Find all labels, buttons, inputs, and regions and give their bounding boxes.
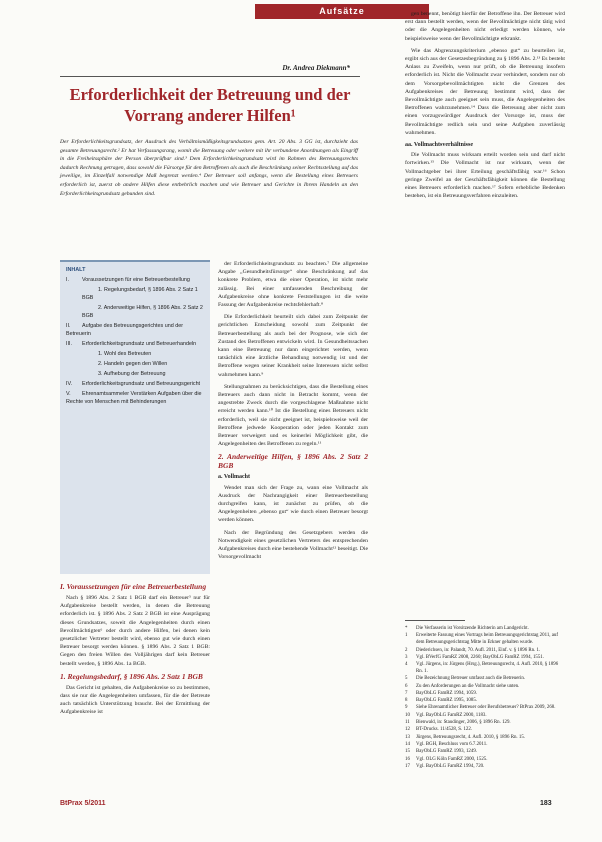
footnote-text: Zu den Anforderungen an die Vollmacht siehe unten.	[416, 683, 520, 689]
footnote-text: Siehe Ehrenamtlicher Betreuer oder Berufsbetreuer? BtPrax 2009, 268.	[416, 705, 556, 711]
paragraph: Die Vollmacht muss wirksam erteilt worden sein und darf nicht fortwirken.¹⁵ Die Vollmacht ist nur wirksam, wenn der Vollmachtgeber bei ihrer Erteilung geschäftsfähig war.¹⁶ Schon geringe Zweifel an der Geschäftsfähigkeit können die Bestellung eines Betreuers erforderlich machen.¹⁷ Sofern erhebliche Bedenken bestehen, ist ein Betreuungsverfahren einzuleiten.	[405, 152, 565, 200]
paragraph: Nach § 1896 Abs. 2 Satz 1 BGB darf ein Betreuer⁵ nur für Aufgabenkreise bestellt werden, in denen die Betreuung erforderlich ist. § 1896 Abs. 2 Satz 2 BGB ist eine Ausprägung dieses Grundsatzes, soweit die Angelegenheiten durch einen Bevollmächtigten⁶ oder durch andere Hilfen, bei denen kein gesetzlicher Vertreter bestellt wird, ebenso gut wie durch einen Betreuer besorgt werden können. § 1896 Abs. 2 Satz 1 BGB: Gegen den freien Willen des Volljährigen darf kein Betreuer bestellt werden, § 1896 Abs. 1a BGB.	[60, 595, 210, 667]
footnote-number: 1	[405, 633, 408, 639]
paragraph: Stellungnahmen zu berücksichtigen, dass die Bestellung eines Betreuers auch dann nicht in Betracht kommt, wenn der angestrebte Zweck durch die vorgeschlagene Maßnahme nicht erreicht werden kann.¹⁰ Ist die Bestellung eines Betreuers nicht erforderlich, weil sie nicht geeignet ist, beispielsweise weil der Betroffene jedwede Kooperation oder jeden Kontakt zum Betreuer verweigert und es keinerlei Möglichkeit gibt, die Angelegenheiten des Betroffenen zu regeln.¹¹	[218, 383, 368, 448]
paragraph: Wendet man sich der Frage zu, wann eine Vollmacht als Ausdruck der Nachrangigkeit einer Betreuerbestellung durchgreifen kann, ist zunächst zu prüfen, ob die Angelegenheiten „ebenso gut“ wie durch einen Betreuer besorgt werden können.	[218, 484, 368, 524]
toc-item-label: 1. Wohl des Betreuten	[98, 351, 152, 357]
footnote	[405, 633, 565, 647]
footnote	[405, 757, 565, 764]
toc-item	[66, 276, 204, 284]
footnote	[405, 735, 565, 742]
footnote-text: Vgl. OLG Köln FamRZ 2000, 1525.	[416, 756, 488, 762]
footnote-number: 7	[405, 690, 408, 696]
toc-item-label: 2. Anderweitige Hilfen, § 1896 Abs. 2 Satz 2 BGB	[82, 305, 203, 319]
footnote-number: 13	[405, 734, 410, 740]
toc-item-label: Aufgabe des Betreuungsgerichtes und der Betreuerin	[66, 323, 183, 337]
footnote	[405, 742, 565, 749]
footnote-number: 16	[405, 756, 410, 762]
toc-list	[66, 276, 204, 406]
footnote-text: Die Bezeichnung Betreuer umfasst auch die Betreuerin.	[416, 676, 526, 682]
toc-item	[66, 390, 204, 406]
subsection-heading-aa: aa. Vollmachtsverhältnisse	[405, 142, 474, 149]
footnote	[405, 698, 565, 705]
footnote	[405, 720, 565, 727]
column-left-body	[60, 578, 210, 721]
abstract: Der Erforderlichkeitsgrundsatz, der Ausdruck des Verhältnismäßigkeitsgrundsatzes gem. Art. 20 Abs. 3 GG ist, durchzieht das gesamte Betreuungsrecht.² Er hat Verfassungsrang, womit die Betreuung oder weitere mit ihr verbundene Anordnungen als Eingriff in die Freiheitssphäre der Person überprüfbar sind.³ Dem Erforderlichkeitsgrundsatz wird im Rahmen des Betreuungsrechts dadurch Rechnung getragen, dass sowohl die Fürsorge für den Betroffenen als auch die Beschränkung seiner Rechtsstellung auf das jeweilige, im Einzelfall notwendige Maß begrenzt werden.⁴ Der Betreuer soll anfangs, wenn die Bestellung eines Betreuers erforderlich ist, zuerst ob andere Hilfen diese entbehrlich machen und wie Betreuer und Gerichte in Ihrem Handeln an den Erforderlichkeitsgrundsatz gebunden sind.	[60, 139, 358, 197]
paragraph: Die Erforderlichkeit beurteilt sich dabei zum Zeitpunkt der gerichtlichen Entscheidung sowohl zum Zeitpunkt der Betreuerbestellung als auch bei der Prognose, wie sich der Zustand des Betroffenen entwickeln wird. In Gesundheitssachen kann eine Betreuung nur dann eingerichtet werden, wenn tatsächlich eine ärztliche Behandlung notwendig ist und der Betroffene wegen seiner Krankheit seine Interessen nicht selbst wahrnehmen kann.⁹	[218, 314, 368, 378]
footnote	[405, 705, 565, 712]
footnote-number: 14	[405, 741, 410, 747]
paragraph: Das Gericht ist gehalten, die Aufgabenkreise so zu bestimmen, dass sie nur die Angelegenheiten umfassen, für die der Betreute auch tatsächlich Unterstützung braucht. Bei der Ermittlung der Aufgabenkreise ist	[60, 684, 210, 716]
footnote-text: Bienwald, in: Staudinger, 2006, § 1896 Rn. 129.	[416, 720, 511, 726]
footnote-text: Vgl. Jürgens, in: Jürgens (Hrsg.), Betreuungsrecht, 4. Aufl. 2010, § 1896 Rn. 1.	[416, 662, 559, 674]
column-right-body	[405, 10, 565, 204]
footnote-number: 2	[405, 647, 408, 653]
toc-item-number: I.	[66, 277, 69, 283]
journal-issue: BtPrax 5/2011	[60, 800, 106, 807]
toc-item	[66, 350, 204, 358]
subsection-heading-1: 1. Regelungsbedarf, § 1896 Abs. 2 Satz 1 BGB	[60, 671, 203, 681]
toc-item-label: 3. Aufhebung der Betreuung	[98, 371, 166, 377]
footnote-text: Die Verfasserin ist Vorsitzende Richterin am Landgericht.	[416, 626, 529, 631]
footnote-number: 6	[405, 683, 408, 689]
footnote-text: BT-Drucks. 11/4528, S. 122.	[416, 727, 473, 733]
footnote-number: 5	[405, 676, 408, 682]
footnote	[405, 648, 565, 655]
footnote	[405, 684, 565, 691]
subsection-heading-2: 2. Anderweitige Hilfen, § 1896 Abs. 2 Satz 2 BGB	[218, 452, 368, 471]
footnote-number: 10	[405, 712, 410, 718]
toc-item-number: III.	[66, 341, 72, 347]
article-title: Erforderlichkeit der Betreuung und der Vorrang anderer Hilfen¹	[69, 85, 351, 125]
toc-item-label: Erforderlichkeitsgrundsatz und Betreuungsgericht	[82, 381, 201, 387]
section-header: Aufsätze	[255, 4, 429, 19]
footnotes	[405, 626, 565, 771]
footnote-text: Vgl. BVerfG FamRZ 2008, 2260; BayObLG FamRZ 1994, 1551.	[416, 654, 544, 660]
footnote-number: 15	[405, 749, 410, 755]
footnote-text: Diederichsen, in: Palandt, 70. Aufl. 2011, Einf. v. § 1896 Rn. 1.	[416, 647, 541, 653]
footnote-number: 12	[405, 727, 410, 733]
toc-item	[66, 322, 204, 338]
footnote-text: BayObLG FamRZ 1995, 1085.	[416, 698, 477, 704]
section-heading-1: I. Voraussetzungen für eine Betreuerbestellung	[60, 582, 207, 591]
footnote	[405, 626, 565, 633]
toc-item-label: 1. Regelungsbedarf, § 1896 Abs. 2 Satz 1 BGB	[82, 287, 198, 301]
toc-item-number: IV.	[66, 381, 73, 387]
footnote-number: 11	[405, 720, 410, 726]
paragraph: der Erforderlichkeitsgrundsatz zu beachten.⁷ Die allgemeine Angabe „Gesundheitsfürsorge“ ohne Beschränkung auf das konkrete Problem, etwa die einer Operation, ist nicht mehr zulässig. Bei einer umfassenden Beschreibung der Aufgabenkreise ohne konkrete Feststellungen ist die weite Fassung der Aufgabenkreise rechtsfehlerhaft.⁸	[218, 261, 368, 309]
paragraph: gen benennt, benötigt hierfür der Betroffene ihn. Der Betreuer wird erst dann bestellt werden, wenn der Bevollmächtigte nicht tätig wird oder die Angelegenheiten nicht erledigt werden können, wie beispielsweise wenn der Bevollmächtigte erkrankt.	[405, 11, 565, 42]
toc-item-number: II.	[66, 323, 71, 329]
footnote	[405, 691, 565, 698]
footnote-rule	[405, 620, 465, 621]
toc-item-label: Voraussetzungen für eine Betreuerbestellung	[82, 277, 190, 283]
footnote-number: *	[405, 626, 408, 631]
page-number: 183	[540, 800, 552, 807]
toc-title: INHALT	[66, 267, 86, 273]
footnote-number: 9	[405, 705, 408, 711]
toc-item	[66, 370, 204, 378]
title-rule-top	[60, 76, 360, 77]
paragraph: Wie das Abgrenzungskriterium „ebenso gut“ zu beurteilen ist, ergibt sich aus der Gesetzesbegründung zu § 1896 Abs. 2.¹³ Es besteht Anlass zu Zweifeln, wenn nur prüft, ob die Betreuung insofern erforderlich ist. Nicht die Vollmacht zwar verhindert, sondern nur ob dem Vorsorgebevollmächtigten nicht die Grenzen des Aufgabenkreises der Betreuung bestimmt wird, dass der Bevollmächtigte auch geeignet sein muss, die Angelegenheiten des Betroffenen wahrzunehmen.¹⁴ Dass die Betreuung aber nicht zum einen vorzugswürdiger Ausdruck der Vorsorge ist, muss der Bevollmächtigte redlich sein und seine Aufgaben zuverlässig wahrnehmen.	[405, 47, 565, 136]
toc-item	[66, 286, 204, 302]
footnote-text: Erweiterte Fassung eines Vortrags beim Betreuungsgerichtstag 2011, auf dem Betreuungsgerichtstag Mitte in Erkner gehalten wurde.	[416, 633, 558, 646]
footnote	[405, 676, 565, 683]
footnote-number: 8	[405, 698, 408, 704]
footnote	[405, 655, 565, 662]
footnote	[405, 713, 565, 720]
footnote	[405, 749, 565, 756]
footnote-text: BayObLG FamRZ 1993, 1249.	[416, 749, 477, 755]
footnote	[405, 662, 565, 676]
author-name: Dr. Andrea Diekmann*	[282, 64, 350, 72]
footnote-number: 17	[405, 763, 410, 769]
footnote-text: Vgl. BayObLG FamRZ 1994, 720.	[416, 763, 485, 769]
paragraph: Nach der Begründung des Gesetzgebers werden die Notwendigkeit eines gesetzlichen Vertreters des entsprechenden Aufgabenkreises durch eine bestehende Vollmacht¹² beseitigt. Die Vorsorgevollmacht	[218, 529, 368, 561]
toc-item	[66, 380, 204, 388]
toc-item	[66, 304, 204, 320]
footnote	[405, 727, 565, 734]
toc-item	[66, 340, 204, 348]
toc-item-label: 2. Handeln gegen den Willen	[98, 361, 168, 367]
column-middle-body	[218, 260, 368, 566]
table-of-contents	[60, 260, 210, 574]
toc-item-number: V.	[66, 391, 71, 397]
footnote-text: BayObLG FamRZ 1994, 1059.	[416, 690, 477, 696]
footnote-number: 3	[405, 654, 408, 660]
subsection-heading-a: a. Vollmacht	[218, 474, 251, 481]
footnote-text: Vgl. BayObLG FamRZ 2000, 1183.	[416, 712, 487, 718]
toc-item	[66, 360, 204, 368]
footnote-number: 4	[405, 662, 408, 668]
footnote-text: Vgl. BGH, Beschluss vom 6.7.2011.	[416, 741, 488, 747]
footnote	[405, 764, 565, 771]
toc-item-label: Ehrenamtsammeler Verstärken Aufgaben über die Rechte von Menschen mit Behinderungen	[66, 391, 202, 405]
footnote-text: Jürgens, Betreuungsrecht, 4. Aufl. 2010, § 1896 Rn. 15.	[416, 734, 525, 740]
toc-item-label: Erforderlichkeitsgrundsatz und Betreuerhandeln	[82, 341, 197, 347]
